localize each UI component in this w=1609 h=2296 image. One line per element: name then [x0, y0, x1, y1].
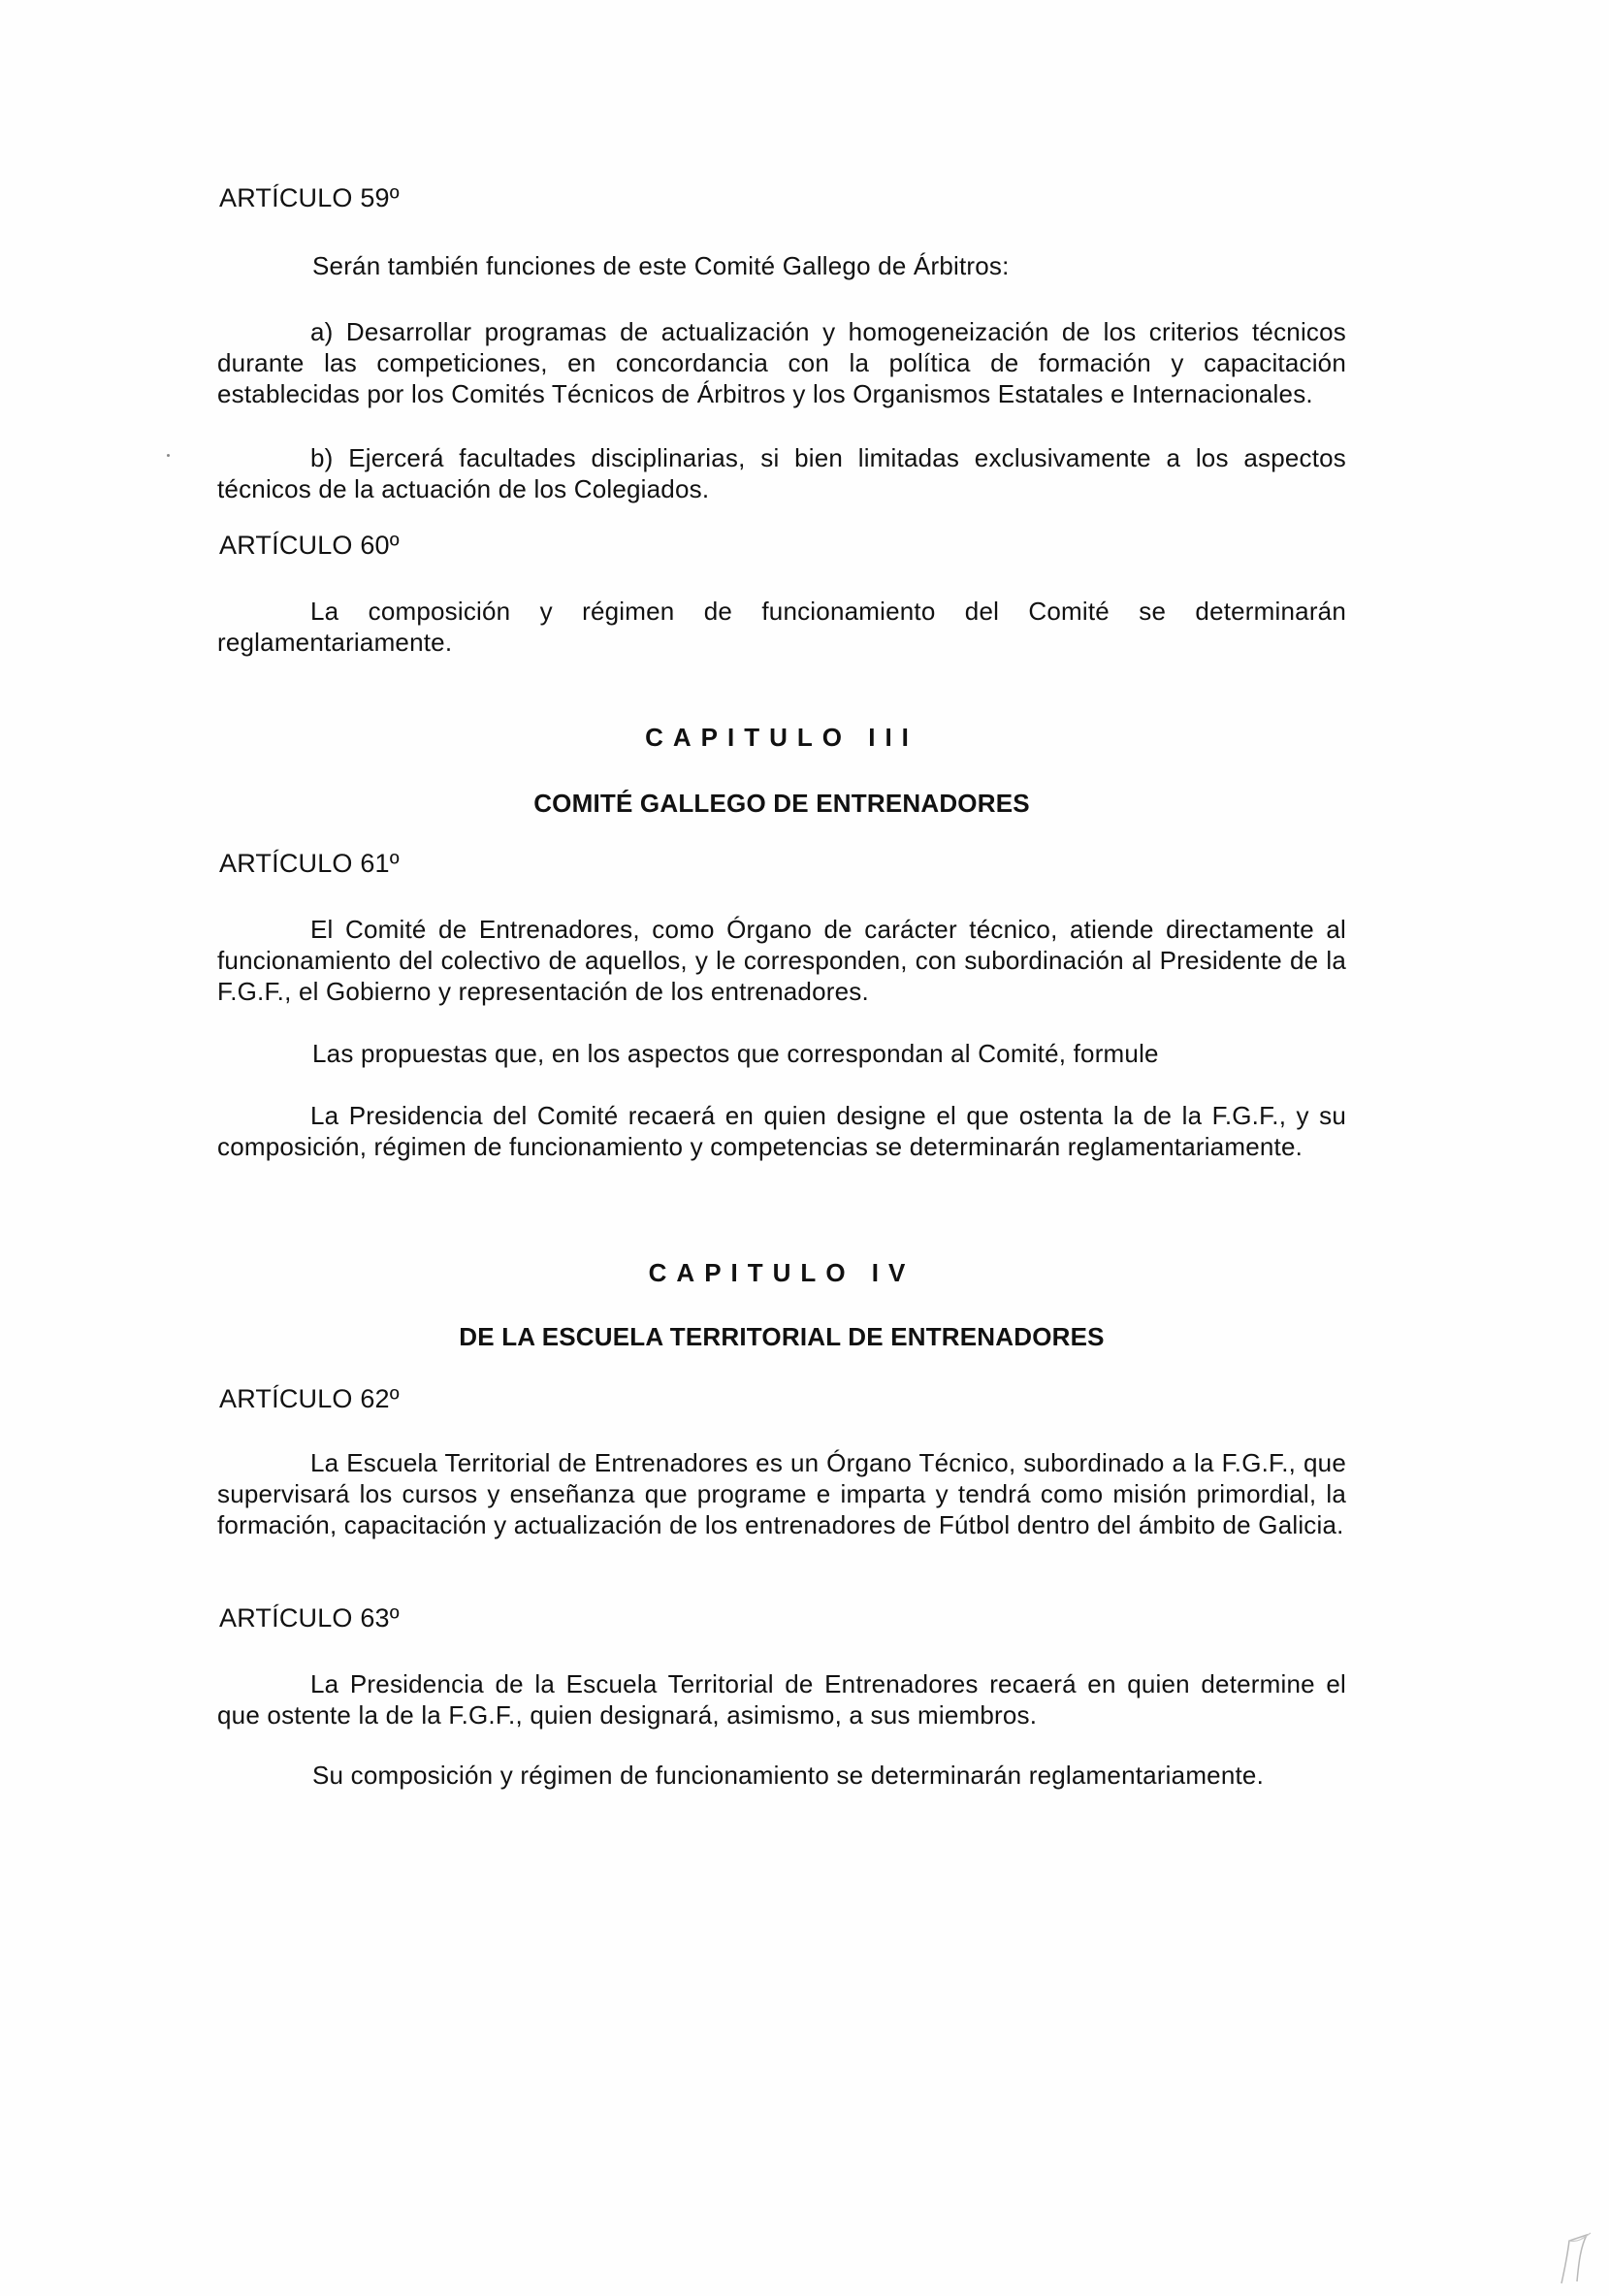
article-60-heading: ARTÍCULO 60º	[219, 531, 400, 560]
article-59-item-b	[217, 442, 1346, 504]
article-61-p3-text: La Presidencia del Comité recaerá en quien designe el que ostenta la de la F.G.F., y su composición, régimen de funcionamiento y competencias se determinarán reglamentariamente.	[217, 1101, 1346, 1161]
chapter-4-label: CAPITULO IV	[648, 1258, 916, 1287]
chapter-3-label: CAPITULO III	[645, 723, 918, 752]
article-62-text	[217, 1447, 1346, 1540]
page-corner-curl	[1558, 2227, 1596, 2285]
article-63-p1-text: La Presidencia de la Escuela Territorial de Entrenadores recaerá en quien determine el que ostente la de la F.G.F., quien designará, asimismo, a sus miembros.	[217, 1669, 1346, 1730]
article-63-p1	[217, 1668, 1346, 1730]
article-59-item-a	[217, 316, 1346, 409]
article-61-p2: Las propuestas que, en los aspectos que correspondan al Comité, formule	[312, 1039, 1159, 1068]
article-60-text-content: La composición y régimen de funcionamiento del Comité se determinarán reglamentariamente.	[217, 597, 1346, 657]
article-62-heading: ARTÍCULO 62º	[219, 1384, 400, 1413]
article-62-text-content: La Escuela Territorial de Entrenadores es un Órgano Técnico, subordinado a la F.G.F., que supervisará los cursos y enseñanza que programe e imparta y tendrá como misión primordial, la formación, capacitación y actualización de los entrenadores de Fútbol dentro del ámbito de Galicia.	[217, 1448, 1346, 1539]
article-59-heading: ARTÍCULO 59º	[219, 183, 400, 212]
article-61-p1	[217, 914, 1346, 1007]
article-61-heading: ARTÍCULO 61º	[219, 849, 400, 878]
article-60-text	[217, 596, 1346, 658]
article-59-item-a-text: a) Desarrollar programas de actualización y homogeneización de los criterios técnicos durante las competiciones, en concordancia con la política de formación y capacitación establecidas por los Comités Técnicos de Árbitros y los Organismos Estatales e Internacionales.	[217, 317, 1346, 408]
article-59-item-b-text: b) Ejercerá facultades disciplinarias, si bien limitadas exclusivamente a los aspectos técnicos de la actuación de los Colegiados.	[217, 443, 1346, 503]
article-61-p1-text: El Comité de Entrenadores, como Órgano de carácter técnico, atiende directamente al funcionamiento del colectivo de aquellos, y le corresponden, con subordinación al Presidente de la F.G.F., el Gobierno y representación de los entrenadores.	[217, 915, 1346, 1006]
article-63-p2: Su composición y régimen de funcionamiento se determinarán reglamentariamente.	[312, 1761, 1265, 1790]
article-61-p3	[217, 1100, 1346, 1162]
article-63-heading: ARTÍCULO 63º	[219, 1603, 400, 1633]
chapter-4-title: DE LA ESCUELA TERRITORIAL DE ENTRENADORES	[459, 1322, 1105, 1351]
chapter-3-title: COMITÉ GALLEGO DE ENTRENADORES	[533, 789, 1030, 818]
article-59-intro: Serán también funciones de este Comité Gallego de Árbitros:	[312, 251, 1010, 280]
scan-speck	[167, 454, 170, 457]
